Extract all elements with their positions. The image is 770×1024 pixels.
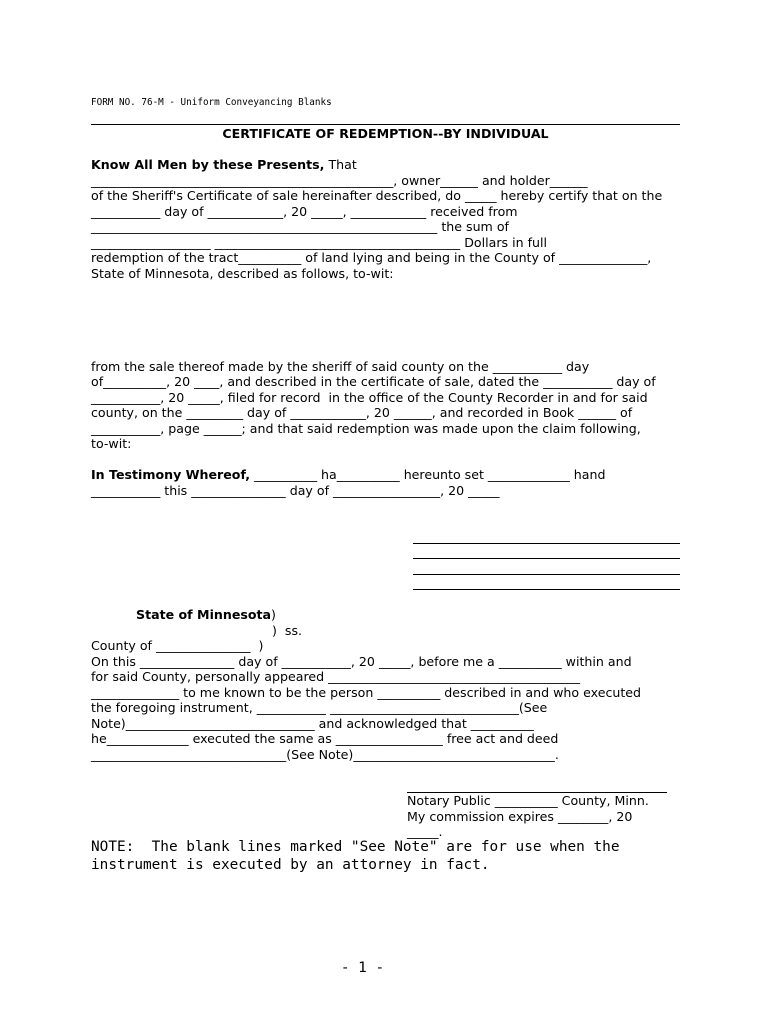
- ack-line: the foregoing instrument, ___________ ______________________________(See: [91, 700, 548, 715]
- intro-line: _______________________________________________________ the sum of: [91, 219, 509, 234]
- intro-line: ___________________ _______________________________________ Dollars in full: [91, 235, 547, 250]
- header-rule: [91, 124, 680, 125]
- sale-line: county, on the _________ day of ____________, 20 ______, and recorded in Book ______ of: [91, 405, 633, 420]
- sale-line: ___________, page ______; and that said redemption was made upon the claim following,: [91, 421, 641, 436]
- sale-line: of__________, 20 ____, and described in the certificate of sale, dated the ___________ day of: [91, 374, 656, 389]
- intro-bold-lead: Know All Men by these Presents,: [91, 157, 325, 172]
- signature-line: [413, 574, 680, 575]
- county-line: County of _______________ ): [91, 638, 264, 653]
- intro-line: redemption of the tract__________ of land lying and being in the County of ______________,: [91, 250, 652, 265]
- signature-line: [413, 543, 680, 544]
- note-line: instrument is executed by an attorney in fact.: [91, 857, 490, 873]
- form-number-label: FORM NO. 76-M - Uniform Conveyancing Blanks: [91, 97, 332, 108]
- ack-line: Note)______________________________ and acknowledged that __________: [91, 716, 534, 731]
- intro-lead-line: [91, 157, 357, 172]
- intro-line: ___________ day of ____________, 20 _____, ____________ received from: [91, 204, 518, 219]
- commission-year-line: _____.: [407, 824, 443, 839]
- state-paren: ): [271, 607, 276, 622]
- intro-line: of the Sheriff's Certificate of sale hereinafter described, do _____ hereby certify that on the: [91, 188, 663, 203]
- state-line: [136, 607, 276, 622]
- ss-line: ) ss.: [272, 623, 303, 638]
- page-number: - 1 -: [340, 960, 385, 976]
- notary-public-line: Notary Public __________ County, Minn.: [407, 793, 649, 808]
- state-label: State of Minnesota: [136, 607, 272, 622]
- ack-line: he_____________ executed the same as _________________ free act and deed: [91, 731, 559, 746]
- signature-line: [413, 558, 680, 559]
- ack-line: On this _______________ day of ___________, 20 _____, before me a __________ within and: [91, 654, 632, 669]
- intro-line: State of Minnesota, described as follows, to-wit:: [91, 266, 394, 281]
- testimony-bold-lead: In Testimony Whereof,: [91, 467, 251, 482]
- document-title: CERTIFICATE OF REDEMPTION--BY INDIVIDUAL: [222, 126, 549, 141]
- ack-line: for said County, personally appeared ________________________________________: [91, 669, 580, 684]
- testimony-line: [91, 467, 605, 482]
- commission-expires-line: My commission expires ________, 20: [407, 809, 633, 824]
- signature-line: [413, 589, 680, 590]
- sale-line: to-wit:: [91, 436, 132, 451]
- ack-line: ______________ to me known to be the person __________ described in and who executed: [91, 685, 642, 700]
- intro-line: ________________________________________________, owner______ and holder______: [91, 173, 588, 188]
- testimony-lead-rest: __________ ha__________ hereunto set _____________ hand: [250, 467, 606, 482]
- intro-lead-rest: That: [324, 157, 357, 172]
- ack-line: _______________________________(See Note)________________________________.: [91, 747, 559, 762]
- testimony-line-2: ___________ this _______________ day of _________________, 20 _____: [91, 483, 500, 498]
- sale-line: ___________, 20 _____, filed for record in the office of the County Recorder in and for said: [91, 390, 648, 405]
- sale-line: from the sale thereof made by the sheriff of said county on the ___________ day: [91, 359, 590, 374]
- note-line: NOTE: The blank lines marked "See Note" are for use when the: [91, 839, 620, 855]
